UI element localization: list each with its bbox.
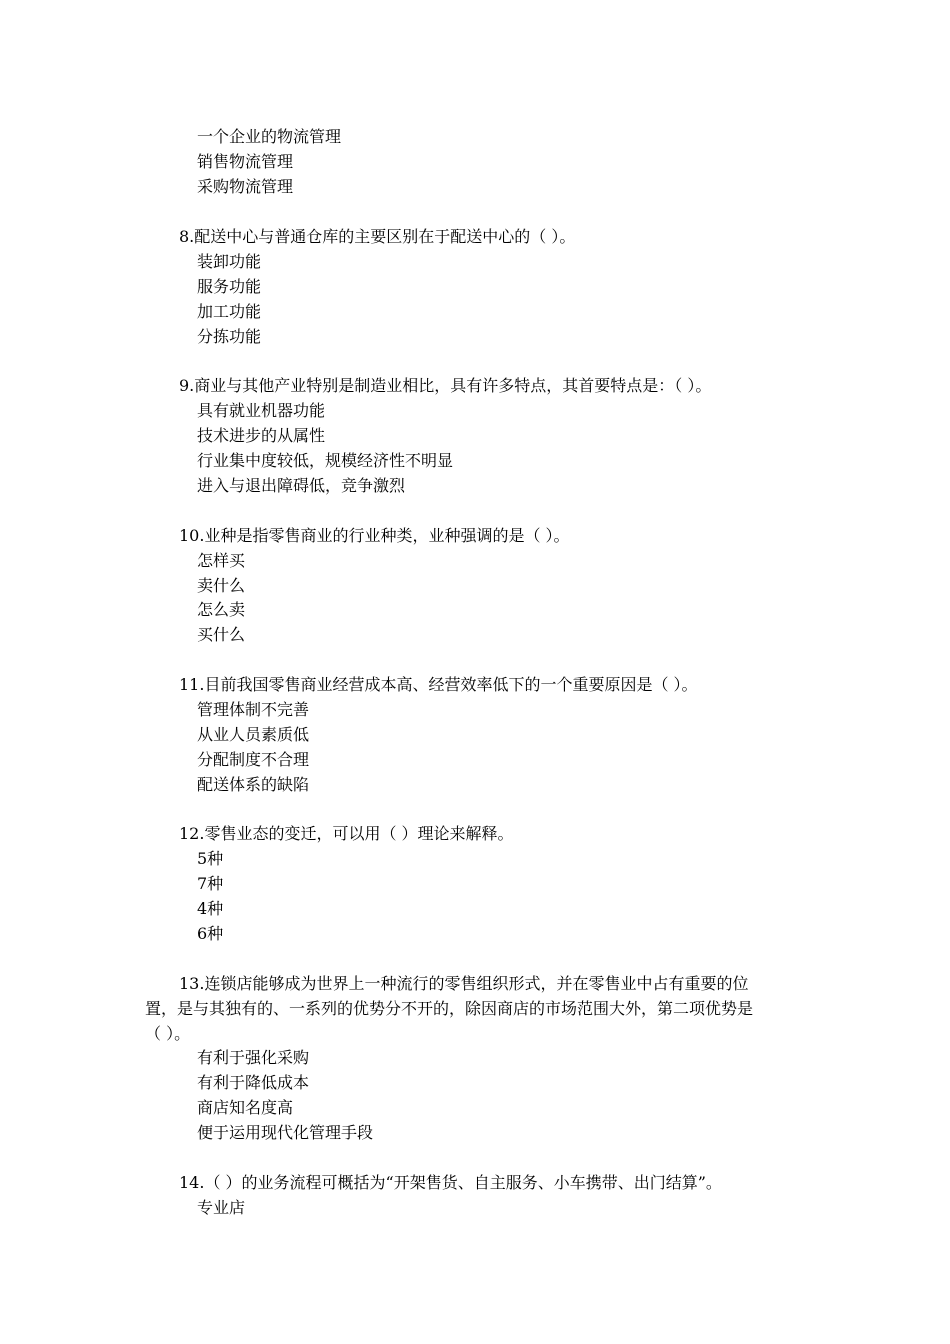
option-line: 便于运用现代化管理手段 — [197, 1123, 374, 1142]
option-line: 服务功能 — [197, 277, 262, 296]
question-10-stem: 10.业种是指零售商业的行业种类，业种强调的是（ ）。 — [179, 526, 570, 545]
question-13-stem-continued: 置，是与其独有的、一系列的优势分不开的，除因商店的市场范围大外，第二项优势是 — [145, 999, 754, 1018]
option-line: 管理体制不完善 — [197, 700, 310, 719]
option-line: 技术进步的从属性 — [197, 426, 326, 445]
option-line: 进入与退出障碍低，竞争激烈 — [197, 476, 406, 495]
option-line: 卖什么 — [197, 576, 246, 595]
option-line: 怎么卖 — [197, 600, 246, 619]
option-line: 4种 — [197, 899, 224, 918]
option-line: 专业店 — [197, 1198, 246, 1217]
option-line: 从业人员素质低 — [197, 725, 310, 744]
option-line: 怎样买 — [197, 551, 246, 570]
option-line: 具有就业机器功能 — [197, 401, 326, 420]
option-line: 5种 — [197, 849, 224, 868]
option-line: 一个企业的物流管理 — [197, 127, 342, 146]
option-line: 分拣功能 — [197, 327, 262, 346]
option-line: 采购物流管理 — [197, 177, 294, 196]
question-13-stem-continued: （ ）。 — [145, 1024, 191, 1043]
option-line: 分配制度不合理 — [197, 750, 310, 769]
option-line: 行业集中度较低，规模经济性不明显 — [197, 451, 454, 470]
question-13-stem: 13.连锁店能够成为世界上一种流行的零售组织形式，并在零售业中占有重要的位 — [179, 974, 749, 993]
option-line: 加工功能 — [197, 302, 262, 321]
option-line: 买什么 — [197, 625, 246, 644]
question-9-stem: 9.商业与其他产业特别是制造业相比，具有许多特点，其首要特点是：（ ）。 — [179, 376, 712, 395]
option-line: 7种 — [197, 874, 224, 893]
option-line: 商店知名度高 — [197, 1098, 294, 1117]
option-line: 6种 — [197, 924, 224, 943]
question-14-stem: 14.（ ）的业务流程可概括为“开架售货、自主服务、小车携带、出门结算”。 — [179, 1173, 722, 1192]
question-8-stem: 8.配送中心与普通仓库的主要区别在于配送中心的（ ）。 — [179, 227, 576, 246]
option-line: 销售物流管理 — [197, 152, 294, 171]
option-line: 有利于强化采购 — [197, 1048, 310, 1067]
option-line: 装卸功能 — [197, 252, 262, 271]
question-11-stem: 11.目前我国零售商业经营成本高、经营效率低下的一个重要原因是（ ）。 — [179, 675, 698, 694]
option-line: 有利于降低成本 — [197, 1073, 310, 1092]
question-12-stem: 12.零售业态的变迁，可以用（ ）理论来解释。 — [179, 824, 514, 843]
option-line: 配送体系的缺陷 — [197, 775, 310, 794]
